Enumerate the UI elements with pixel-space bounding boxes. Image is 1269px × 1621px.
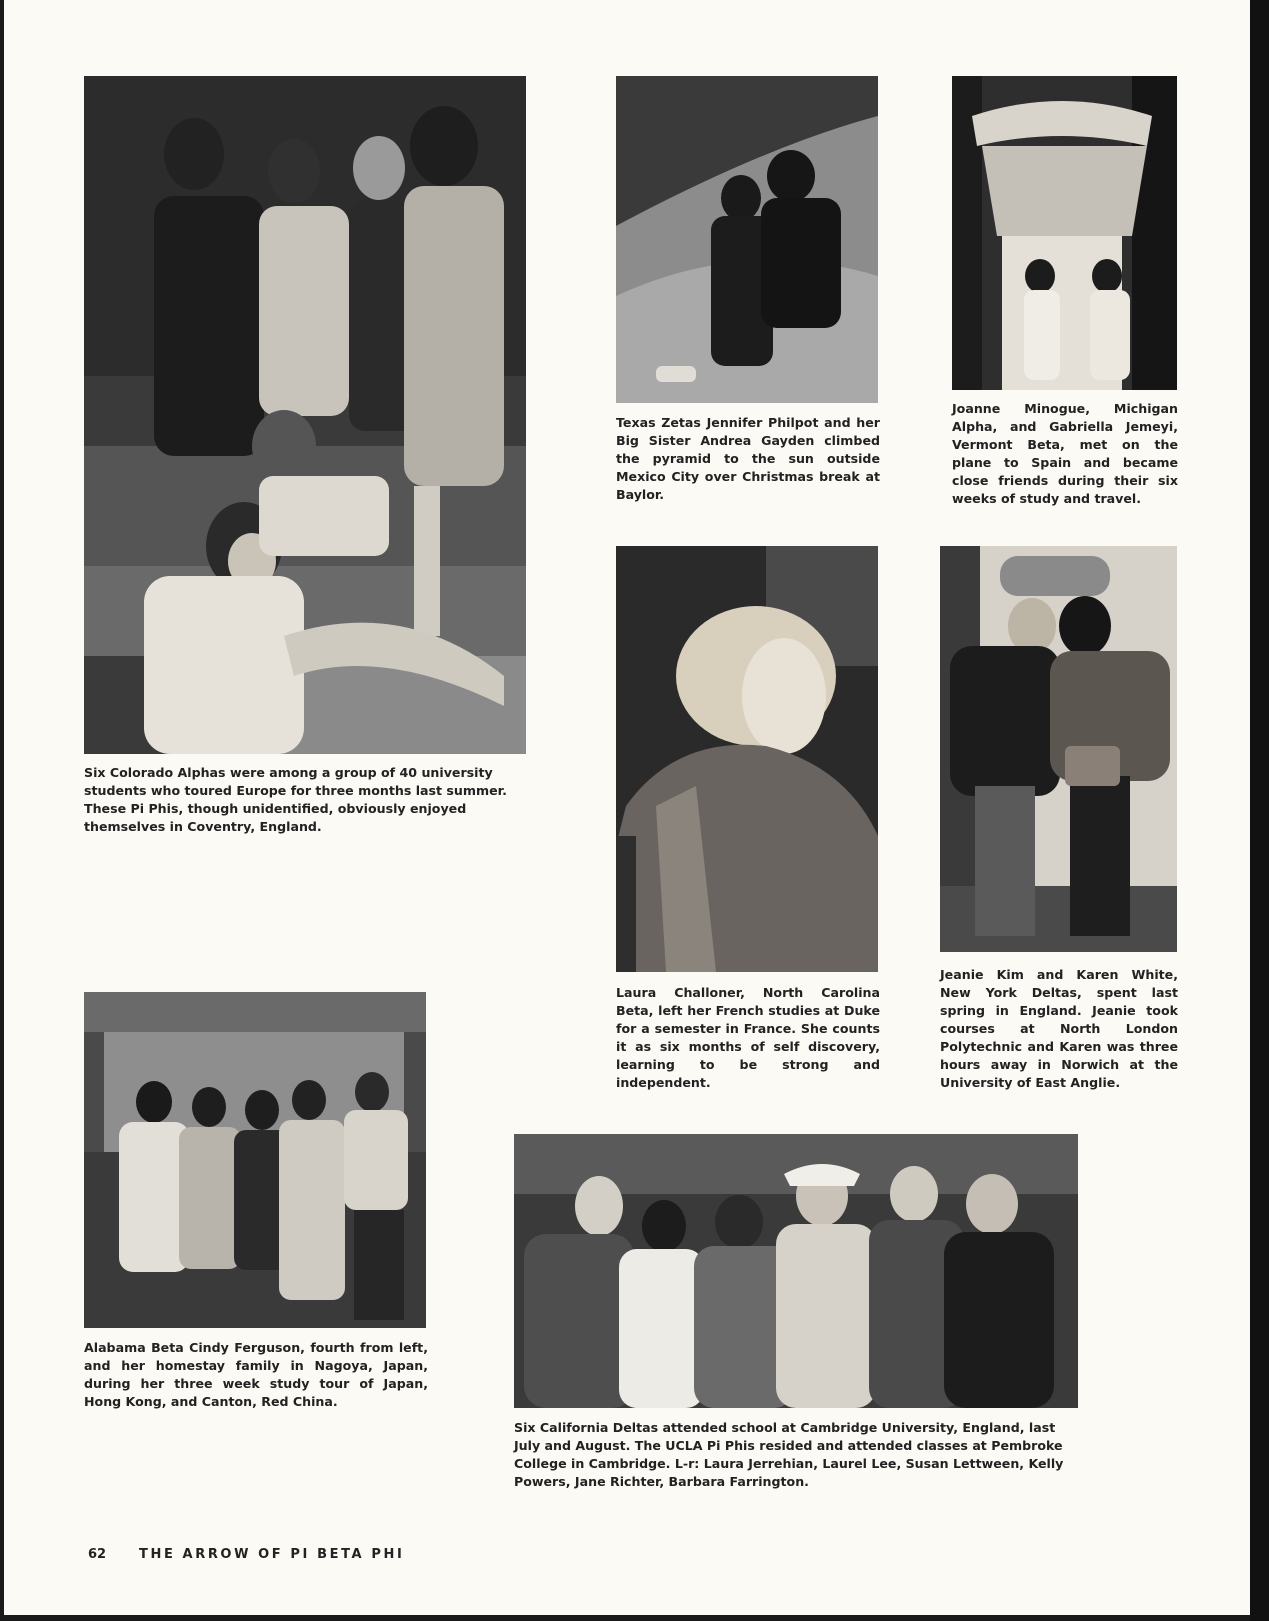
page-edge — [1250, 0, 1269, 1621]
photo-colorado-group — [84, 76, 526, 754]
photo-england-friends — [940, 546, 1177, 952]
caption-alabama: Alabama Beta Cindy Ferguson, fourth from left, and her homestay family in Nagoya, Japan, during her three week study tour of Japan, Hong Kong, and Canton, Red China. — [84, 1340, 428, 1409]
publication-title: THE ARROW OF PI BETA PHI — [139, 1547, 405, 1562]
photo-cambridge-group — [514, 1134, 1078, 1408]
photo-japan-homestay — [84, 992, 426, 1328]
magazine-page — [4, 0, 1250, 1615]
caption-texas: Texas Zetas Jennifer Philpot and her Big Sister Andrea Gayden climbed the pyramid to the sun outside Mexico City over Christmas break at Baylor. — [616, 415, 880, 502]
photo-spain-column — [952, 76, 1177, 390]
page-number: 62 — [88, 1547, 107, 1562]
caption-laura: Laura Challoner, North Carolina Beta, left her French studies at Duke for a semester in France. She counts it as six months of self discovery, learning to be strong and independent. — [616, 985, 880, 1090]
caption-jeanie: Jeanie Kim and Karen White, New York Deltas, spent last spring in England. Jeanie took courses at North London Polytechnic and Karen was three hours away in Norwich at the University of East Anglie. — [940, 967, 1178, 1090]
caption-michigan: Joanne Minogue, Michigan Alpha, and Gabriella Jemeyi, Vermont Beta, met on the plane to Spain and became close friends during their six weeks of study and travel. — [952, 401, 1178, 506]
photo-texas-pyramid — [616, 76, 878, 403]
caption-colorado: Six Colorado Alphas were among a group of 40 university students who toured Europe for three months last summer. These Pi Phis, though unidentified, obviously enjoyed themselves in Coventry, England. — [84, 765, 507, 834]
photo-laura-challoner — [616, 546, 878, 972]
caption-california: Six California Deltas attended school at Cambridge University, England, last July and August. The UCLA Pi Phis resided and attended classes at Pembroke College in Cambridge. L-r: Laura Jerrehian, Laurel Lee, Susan Lettween, Kelly Powers, Jane Richter, Barbara Farrington. — [514, 1420, 1064, 1489]
